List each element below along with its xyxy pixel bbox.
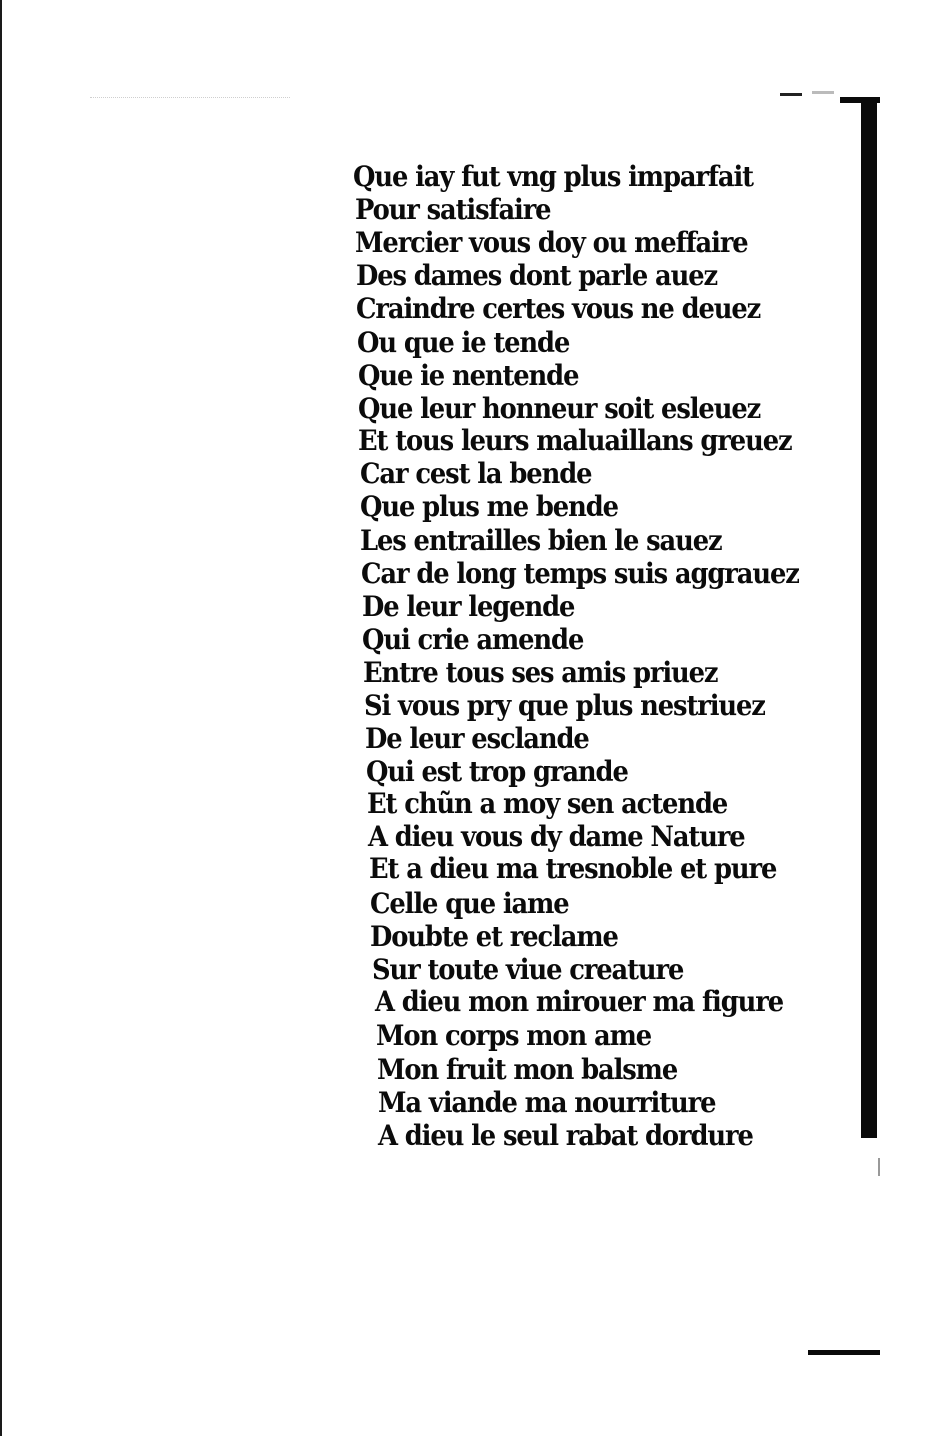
verse-line: Mon fruit mon balsme	[377, 1053, 678, 1086]
verse-line: Entre tous ses amis priuez	[363, 656, 718, 689]
verse-line: Car de long temps suis aggrauez	[361, 557, 799, 590]
verse-line: Que ie nentende	[358, 359, 579, 392]
verse-line: Que iay fut vng plus imparfait	[353, 160, 753, 193]
verse-line: A dieu vous dy dame Nature	[368, 820, 745, 853]
verse-line: Et chũn a moy sen actende	[367, 787, 728, 820]
verse-line: Car cest la bende	[360, 457, 592, 490]
verse-line: Et tous leurs maluaillans greuez	[358, 424, 792, 457]
verse-line: Ma viande ma nourriture	[378, 1086, 716, 1119]
verse-line: Et a dieu ma tresnoble et pure	[369, 852, 777, 885]
verse-line: Doubte et reclame	[370, 920, 618, 953]
verse-line: Des dames dont parle auez	[356, 259, 718, 292]
verse-line: Mon corps mon ame	[376, 1019, 652, 1052]
verse-line: Craindre certes vous ne deuez	[356, 292, 761, 325]
verse-line: Mercier vous doy ou meffaire	[355, 226, 748, 259]
verse-line: Qui est trop grande	[366, 755, 628, 788]
verse-line: A dieu le seul rabat dordure	[378, 1119, 753, 1152]
verse-line: Ou que ie tende	[357, 326, 570, 359]
verse-line: A dieu mon mirouer ma figure	[375, 985, 784, 1018]
verse-line: Sur toute viue creature	[372, 953, 684, 986]
verse-line: De leur legende	[362, 590, 575, 623]
verse-line: Que plus me bende	[360, 490, 618, 523]
verse-line: Qui crie amende	[362, 623, 584, 656]
verse-line: Les entrailles bien le sauez	[360, 524, 722, 557]
verse-line: Si vous pry que plus nestriuez	[364, 689, 765, 722]
verse-line: Celle que iame	[370, 887, 569, 920]
verse-line: Pour satisfaire	[355, 193, 551, 226]
verse-line: De leur esclande	[365, 722, 589, 755]
verse-line: Que leur honneur soit esleuez	[358, 392, 761, 425]
